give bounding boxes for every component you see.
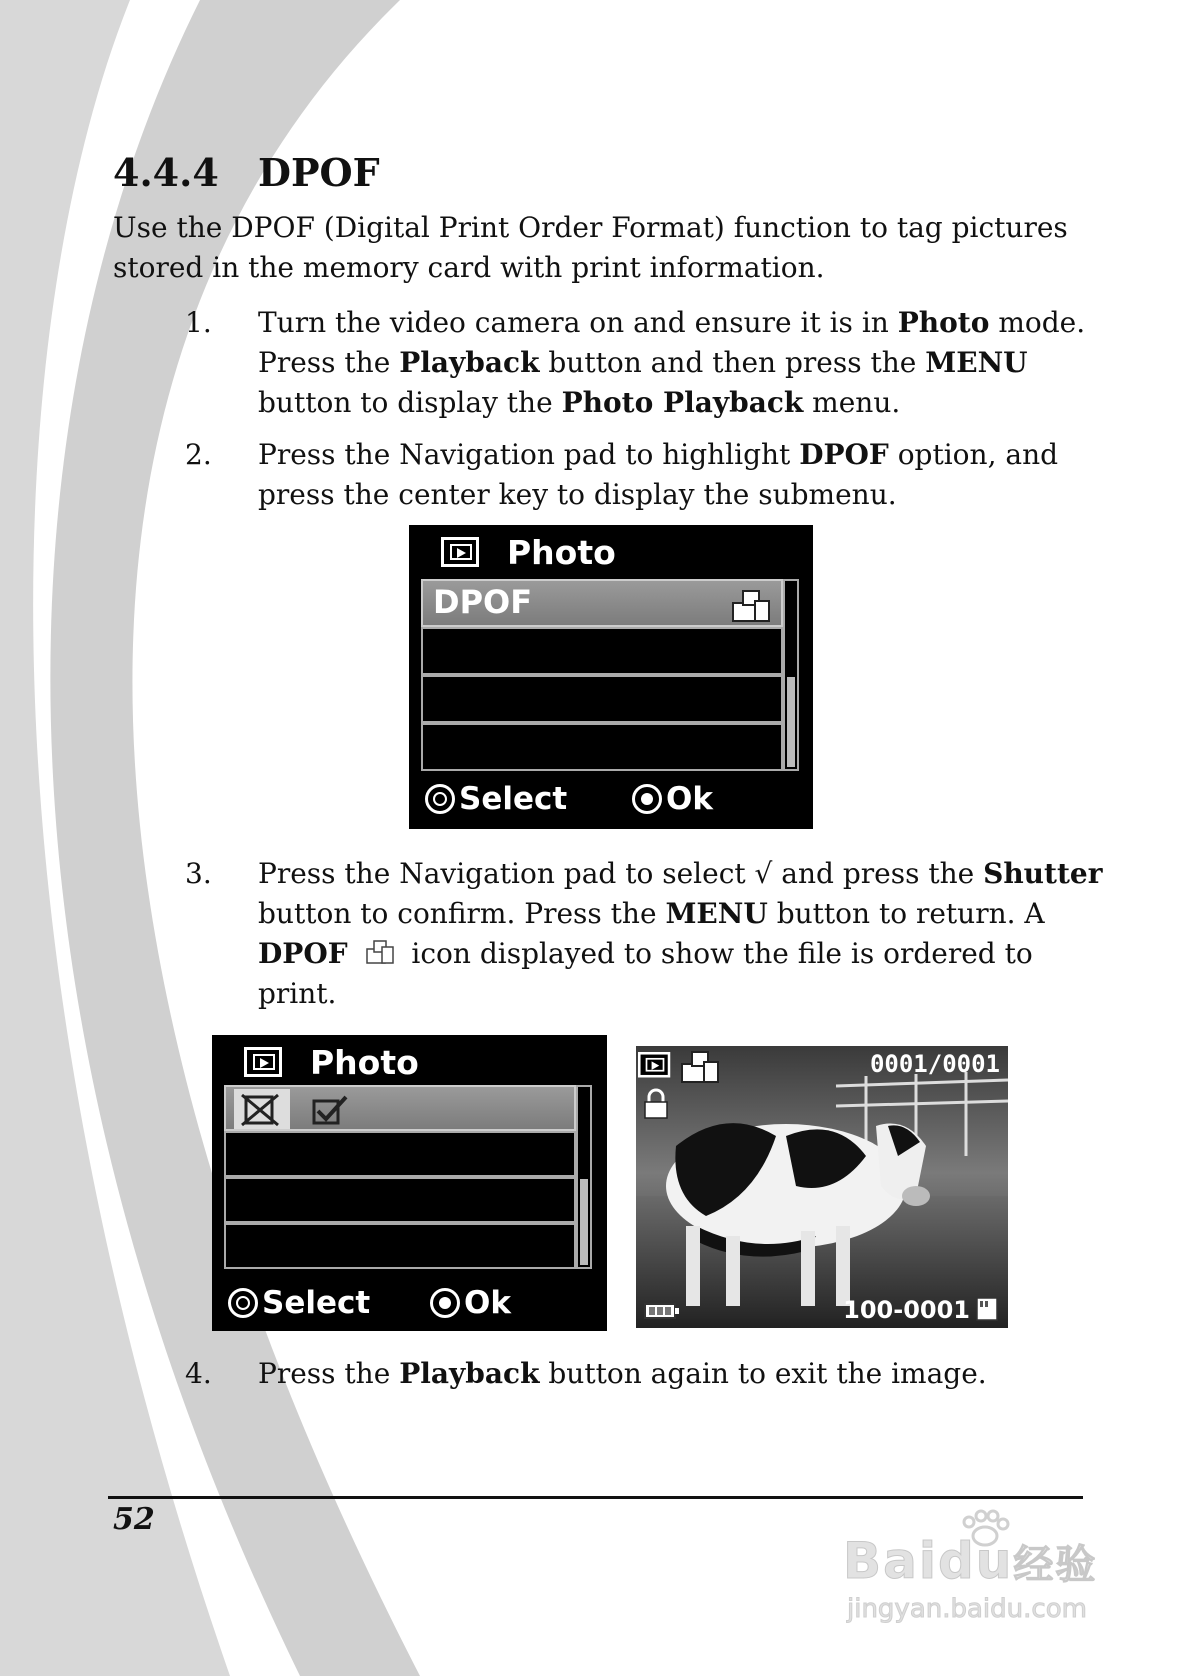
playback-icon — [441, 537, 479, 567]
select-label: Select — [459, 781, 568, 817]
scrollbar[interactable] — [576, 1085, 592, 1269]
playback-icon — [244, 1047, 282, 1077]
sd-card-icon — [974, 1296, 1000, 1322]
ok-label: Ok — [464, 1285, 511, 1321]
select-label: Select — [262, 1285, 371, 1321]
screen-dpof-menu — [409, 525, 813, 829]
file-name: 100-0001 — [843, 1296, 970, 1324]
step-number: 2. — [185, 438, 212, 471]
menu-item-empty[interactable] — [224, 1177, 576, 1223]
menu-item-empty[interactable] — [224, 1131, 576, 1177]
navigation-pad-icon — [425, 784, 455, 814]
playback-icon — [638, 1052, 670, 1078]
center-key-icon — [430, 1288, 460, 1318]
dpof-icon — [731, 589, 771, 623]
center-key-icon — [632, 784, 662, 814]
screen-title: Photo — [507, 533, 616, 572]
ok-hint — [430, 1285, 511, 1321]
cancel-option[interactable] — [234, 1089, 290, 1129]
step-text: Turn the video camera on and ensure it is in Photo mode. Press the Playback button and then press the MENU button to display the Photo Playback menu. — [258, 306, 1086, 419]
menu-item-empty[interactable] — [224, 1223, 576, 1269]
menu-item-empty[interactable] — [421, 627, 783, 675]
section-number: 4.4.4 — [113, 150, 219, 195]
step-text: Press the Playback button again to exit the image. — [258, 1357, 987, 1390]
battery-icon — [644, 1302, 680, 1320]
step-number: 3. — [185, 857, 212, 890]
screen-title: Photo — [310, 1043, 419, 1082]
step-3 — [185, 854, 1105, 1014]
watermark-brand: Baidu — [843, 1532, 1014, 1590]
watermark-cn: 经验 — [1013, 1542, 1098, 1588]
lock-icon — [642, 1088, 670, 1120]
menu-item-empty[interactable] — [421, 723, 783, 771]
step-number: 4. — [185, 1357, 212, 1390]
screen-dpof-submenu — [212, 1035, 607, 1331]
dpof-icon — [680, 1050, 720, 1084]
watermark-url: jingyan.baidu.com — [847, 1594, 1087, 1624]
step-number: 1. — [185, 306, 212, 339]
footer-rule — [108, 1496, 1083, 1499]
menu-item-label: DPOF — [433, 583, 533, 621]
section-title: DPOF — [258, 150, 380, 195]
navigation-pad-icon — [228, 1288, 258, 1318]
page-number: 52 — [113, 1502, 155, 1537]
step-4 — [185, 1354, 1105, 1394]
ok-hint — [632, 781, 713, 817]
file-counter: 0001/0001 — [869, 1050, 1000, 1078]
section-heading — [113, 150, 380, 195]
ok-label: Ok — [666, 781, 713, 817]
photo-playback-screen — [636, 1046, 1008, 1328]
cancel-x-icon — [234, 1089, 290, 1129]
check-option-icon[interactable] — [310, 1093, 350, 1127]
menu-item-dpof[interactable] — [421, 579, 783, 627]
dpof-icon — [365, 939, 395, 965]
step-2 — [185, 435, 1105, 515]
step-text: Press the Navigation pad to highlight DPOF option, and press the center key to display the submenu. — [258, 438, 1059, 511]
scrollbar[interactable] — [783, 579, 799, 771]
baidu-watermark — [843, 1520, 1113, 1624]
step-text: Press the Navigation pad to select √ and press the Shutter button to confirm. Press the MENU button to return. A DPOF icon displayed to show the file is ordered to print. — [258, 857, 1103, 1010]
step-1 — [185, 303, 1105, 423]
select-hint — [425, 781, 567, 817]
intro-paragraph: Use the DPOF (Digital Print Order Format) function to tag pictures stored in the memory card with print information. — [113, 211, 1068, 284]
dpof-option-row[interactable] — [224, 1085, 576, 1131]
scrollbar-thumb[interactable] — [580, 1179, 588, 1265]
scrollbar-thumb[interactable] — [787, 677, 795, 767]
select-hint — [228, 1285, 370, 1321]
menu-item-empty[interactable] — [421, 675, 783, 723]
